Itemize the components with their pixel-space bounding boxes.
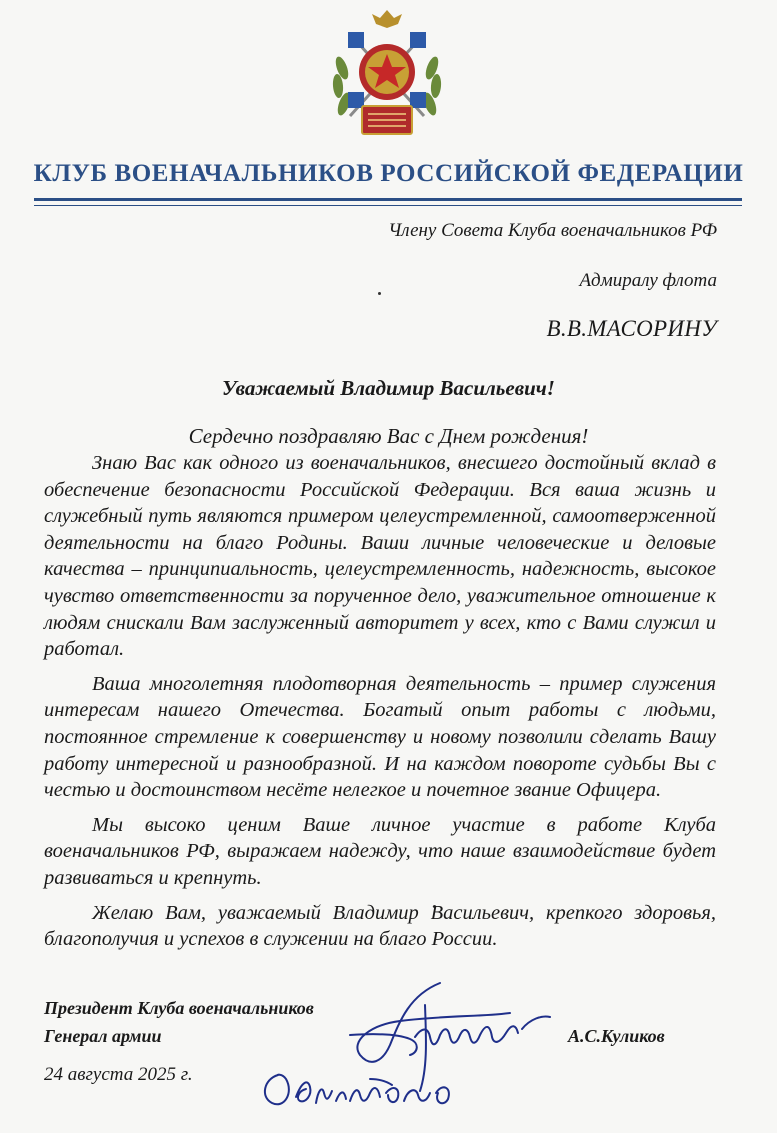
org-title: КЛУБ ВОЕНАЧАЛЬНИКОВ РОССИЙСКОЙ ФЕДЕРАЦИИ <box>33 160 744 187</box>
header-rule-thin <box>34 205 742 206</box>
letter-body <box>44 450 716 961</box>
addressee-name: В.В.МАСОРИНУ <box>546 316 717 341</box>
signer-name: А.С.Куликов <box>568 1026 665 1046</box>
body-paragraph-2: Ваша многолетняя плодотворная деятельность – пример служения интересам нашего Отечества. Богатый опыт работы с людьми, постоянное стремление к совершенству и новому позволили сделать Вашу работу интересной и разнообразной. И на каждом повороте судьбы Вы с честью и достоинством несёте нелегкое и почетное звание Офицера. <box>44 672 716 802</box>
signer-position-2: Генерал армии <box>44 1026 162 1046</box>
letter-date: 24 августа 2025 г. <box>44 1064 193 1085</box>
body-paragraph-1: Знаю Вас как одного из военачальников, внесшего достойный вклад в обеспечение безопасности Российской Федерации. Вся ваша жизнь и служебный путь являются примером целеустремленной, самоотверженной деятельности на благо Родины. Ваши личные человеческие и деловые качества – принципиальность, целеустремленность, надежность, высокое чувство ответственности за порученное дело, уважительное отношение к людям снискали Вам заслуженный авторитет у всех, кто с Вами служил и работал. <box>44 452 716 661</box>
signer-position-1: Президент Клуба военачальников <box>44 998 314 1018</box>
body-paragraph-4: Желаю Вам, уважаемый Владимир Васильевич, крепкого здоровья, благополучия и успехов в служении на благо России. <box>44 901 716 951</box>
addressee-line-2: Адмиралу флота <box>579 270 717 291</box>
header-rule-thick <box>34 198 742 201</box>
congratulation-line: Сердечно поздравляю Вас с Днем рождения! <box>188 424 589 448</box>
club-emblem-logo <box>328 8 446 136</box>
body-paragraph-3: Мы высоко ценим Ваше личное участие в работе Клуба военачальников РФ, выражаем надежду, что наше взаимодействие будет развиваться и крепнуть. <box>44 813 716 889</box>
handwritten-signature <box>250 975 570 1125</box>
addressee-line-1: Члену Совета Клуба военачальников РФ <box>388 220 717 241</box>
paper-speck <box>378 292 381 295</box>
salutation: Уважаемый Владимир Васильевич! <box>222 376 555 400</box>
